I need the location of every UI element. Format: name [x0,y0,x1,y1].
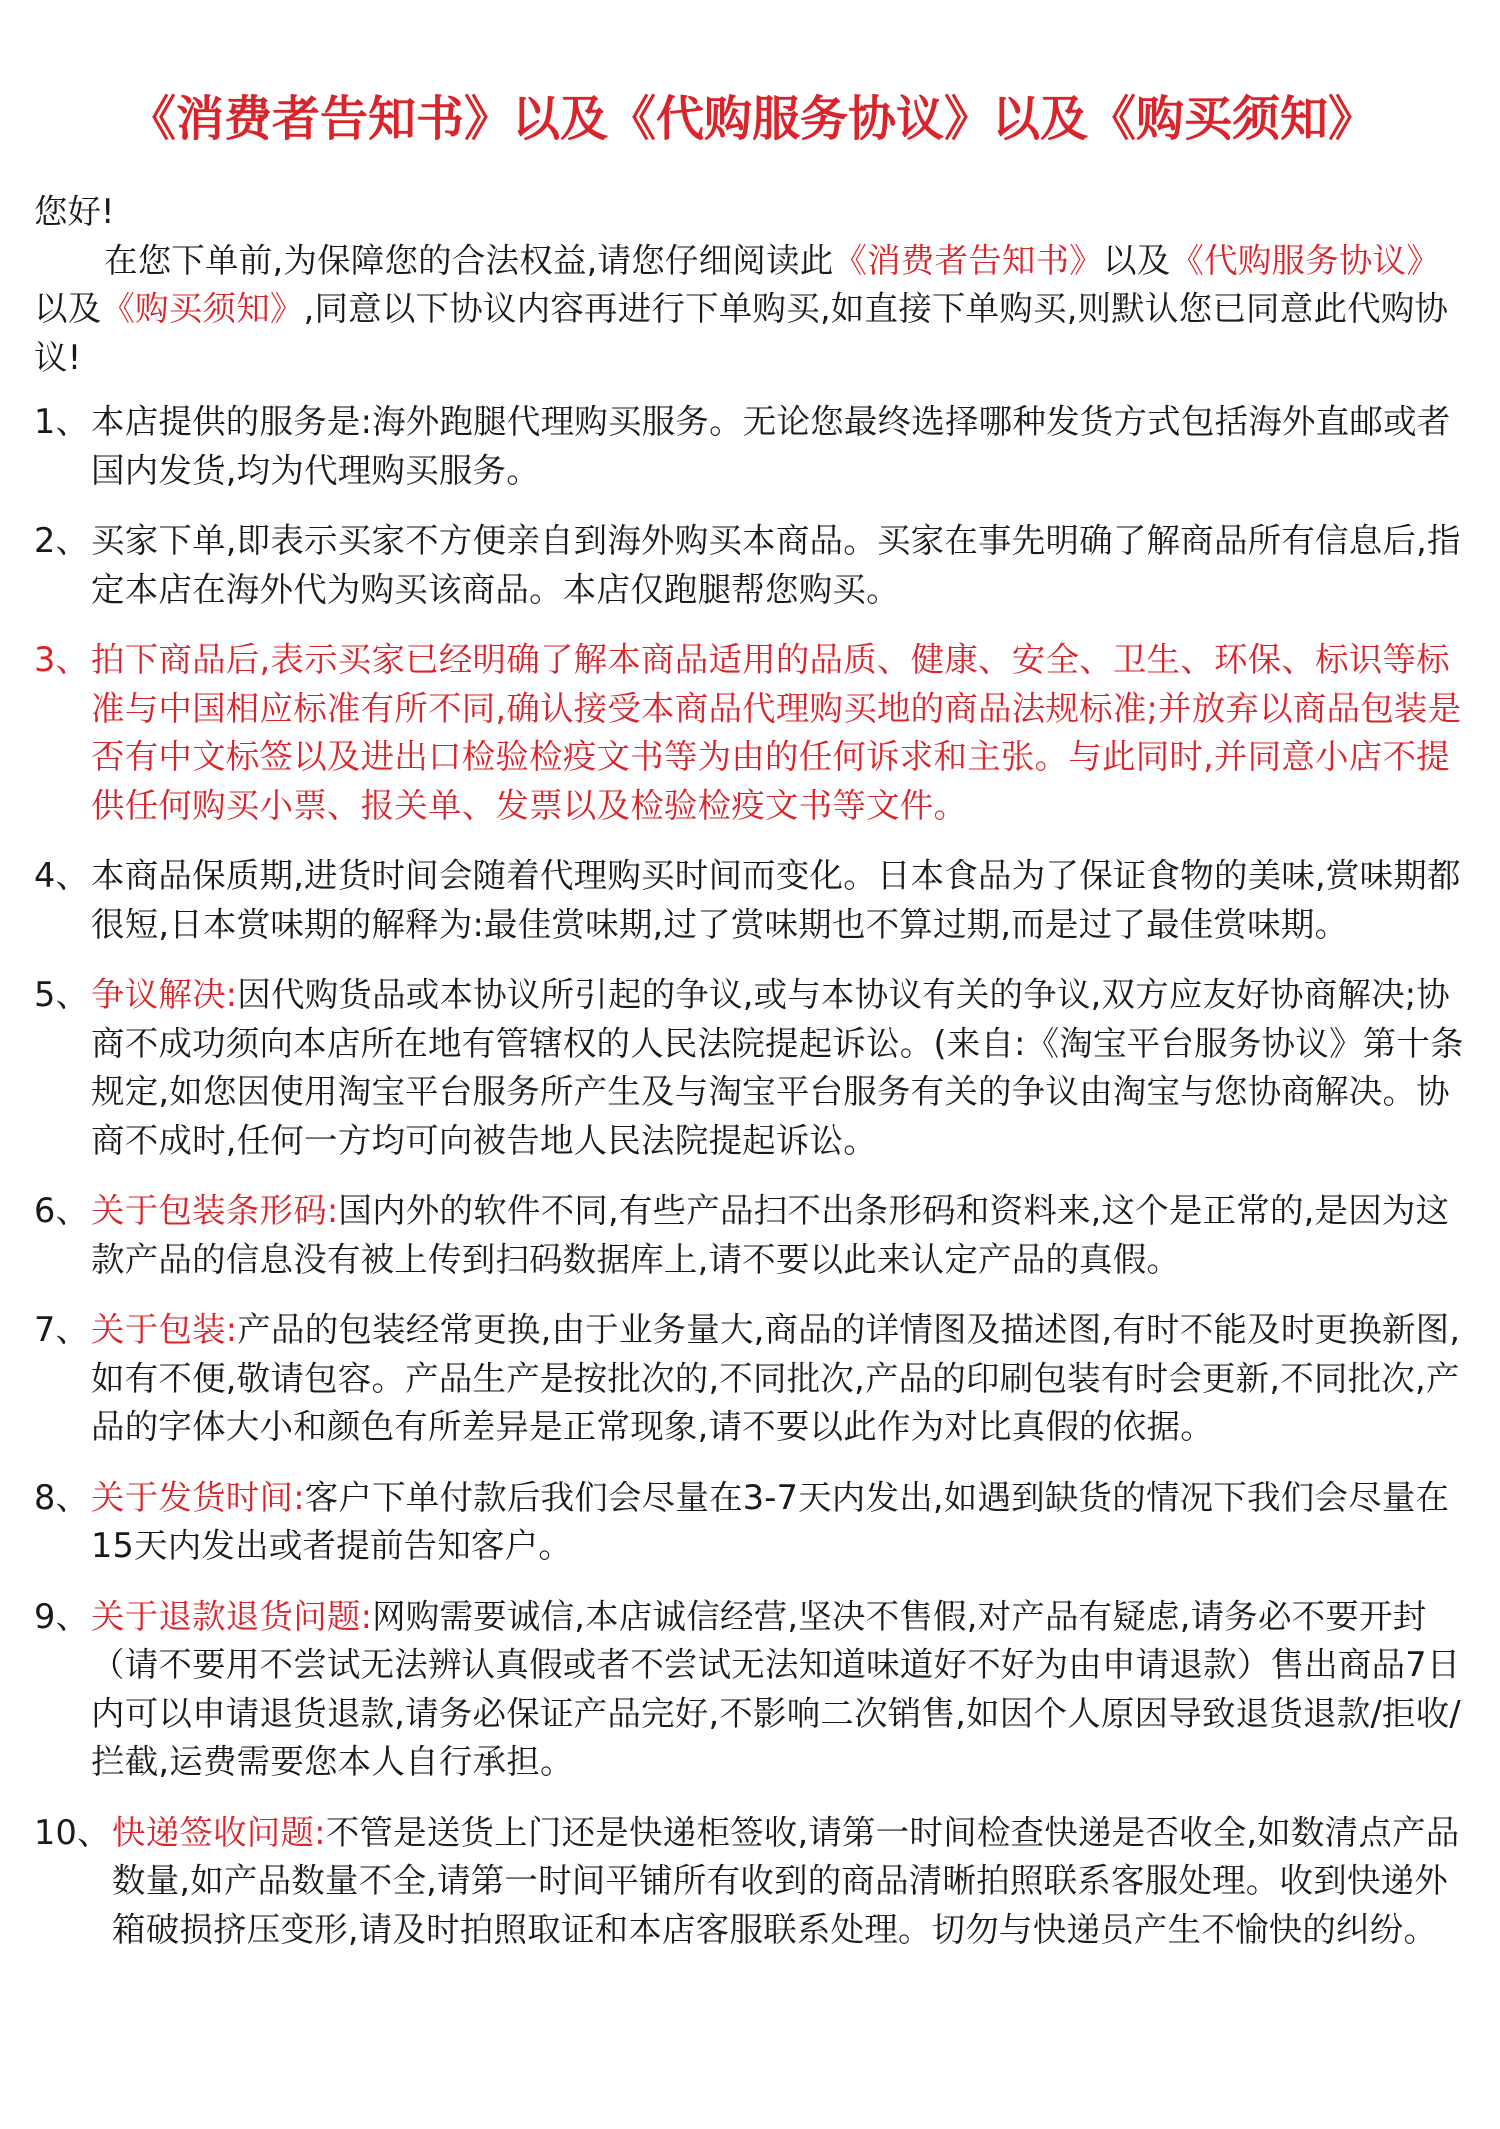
clause-item-3 [34,636,1470,830]
clause-item-9 [34,1593,1470,1787]
clause-item-4 [34,852,1470,949]
clause-text [91,1306,1470,1452]
clause-number: 10、 [34,1812,111,1852]
clause-heading: 关于包装条形码: [91,1191,339,1230]
clause-text [91,1593,1470,1787]
clause-text [91,852,1470,949]
clause-number: 2、 [34,521,90,560]
clause-body: 不管是送货上门还是快递柜签收,请第一时间检查快递是否收全,如数清点产品数量,如产品数量不全,请第一时间平铺所有收到的商品清晰拍照联系客服处理。收到快递外箱破损挤压变形,请及时拍照取证和本店客服联系处理。切勿与快递员产生不愉快的纠纷。 [112,1812,1460,1949]
intro-ref-service-agreement: 《代购服务协议》 [1170,240,1441,280]
clause-text [91,517,1470,614]
clause-text [91,1187,1470,1284]
page-title: 《消费者告知书》以及《代购服务协议》以及《购买须知》 [127,91,1376,147]
clause-number: 3、 [34,640,90,679]
clause-item-7 [34,1306,1470,1452]
clause-body: 产品的包装经常更换,由于业务量大,商品的详情图及描述图,有时不能及时更换新图,如有不便,敬请包容。产品生产是按批次的,不同批次,产品的印刷包装有时会更新,不同批次,产品的字体大小和颜色有所差异是正常现象,请不要以此作为对比真假的依据。 [91,1310,1461,1446]
clause-number: 9、 [34,1596,90,1636]
intro-and-1: 以及 [1103,240,1171,280]
clause-heading: 争议解决: [91,975,238,1014]
clause-item-5 [34,971,1470,1165]
clause-text [91,971,1470,1165]
clause-body: 国内外的软件不同,有些产品扫不出条形码和资料来,这个是正常的,是因为这款产品的信息没有被上传到扫码数据库上,请不要以此来认定产品的真假。 [91,1191,1450,1279]
clause-number: 4、 [34,856,90,895]
clause-body: 买家下单,即表示买家不方便亲自到海外购买本商品。买家在事先明确了解商品所有信息后,指定本店在海外代为购买该商品。本店仅跑腿帮您购买。 [91,521,1461,609]
clause-heading: 关于发货时间: [91,1477,305,1517]
greeting: 您好! [34,192,115,231]
clause-item-1 [34,398,1470,495]
clause-body: 因代购货品或本协议所引起的争议,或与本协议有关的争议,双方应友好协商解决;协商不成功须向本店所在地有管辖权的人民法院提起诉讼。(来自:《淘宝平台服务协议》第十条规定,如您因使用淘宝平台服务所产生及与淘宝平台服务有关的争议由淘宝与您协商解决。协商不成时,任何一方均可向被告地人民法院提起诉讼。 [91,975,1464,1160]
intro-before: 在您下单前,为保障您的合法权益,请您仔细阅读此 [104,240,834,280]
clause-text [91,1474,1470,1571]
clause-body: 客户下单付款后我们会尽量在3-7天内发出,如遇到缺货的情况下我们会尽量在15天内发出或者提前告知客户。 [91,1477,1450,1565]
intro-after: ,同意以下协议内容再进行下单购买,如直接下单购买,则默认您已同意此代购协议! [34,289,1449,377]
clause-body: 本商品保质期,进货时间会随着代理购买时间而变化。日本食品为了保证食物的美味,赏味期都很短,日本赏味期的解释为:最佳赏味期,过了赏味期也不算过期,而是过了最佳赏味期。 [91,856,1461,944]
clause-heading: 快递签收问题: [112,1812,326,1852]
clause-item-6 [34,1187,1470,1284]
clause-item-10 [34,1809,1470,1955]
clause-number: 7、 [34,1310,90,1349]
clause-number: 8、 [34,1477,90,1517]
intro-and-2: 以及 [34,289,102,328]
intro-ref-consumer-notice: 《消费者告知书》 [833,240,1104,280]
clause-number: 5、 [34,975,90,1014]
clause-number: 6、 [34,1191,90,1230]
clause-text [91,398,1470,495]
clause-item-2 [34,517,1470,614]
clause-body: 拍下商品后,表示买家已经明确了解本商品适用的品质、健康、安全、卫生、环保、标识等标准与中国相应标准有所不同,确认接受本商品代理购买地的商品法规标准;并放弃以商品包装是否有中文标签以及进出口检验检疫文书等为由的任何诉求和主张。与此同时,并同意小店不提供任何购买小票、报关单、发票以及检验检疫文书等文件。 [91,640,1462,825]
clause-heading: 关于退款退货问题: [91,1596,373,1636]
clause-text [112,1809,1470,1955]
clause-heading: 关于包装: [91,1310,238,1349]
notice-body [34,188,1470,1954]
clause-body: 网购需要诚信,本店诚信经营,坚决不售假,对产品有疑虑,请务必不要开封（请不要用不尝试无法辨认真假或者不尝试无法知道味道好不好为由申请退款）售出商品7日内可以申请退货退款,请务必保证产品完好,不影响二次销售,如因个人原因导致退货退款/拒收/拦截,运费需要您本人自行承担。 [91,1596,1461,1781]
clause-number: 1、 [34,402,90,441]
intro-paragraph [34,237,1470,383]
clause-text [91,636,1470,830]
clause-item-8 [34,1474,1470,1571]
clause-body: 本店提供的服务是:海外跑腿代理购买服务。无论您最终选择哪种发货方式包括海外直邮或者国内发货,均为代理购买服务。 [91,402,1451,490]
intro-ref-purchase-notice: 《购买须知》 [101,289,304,328]
